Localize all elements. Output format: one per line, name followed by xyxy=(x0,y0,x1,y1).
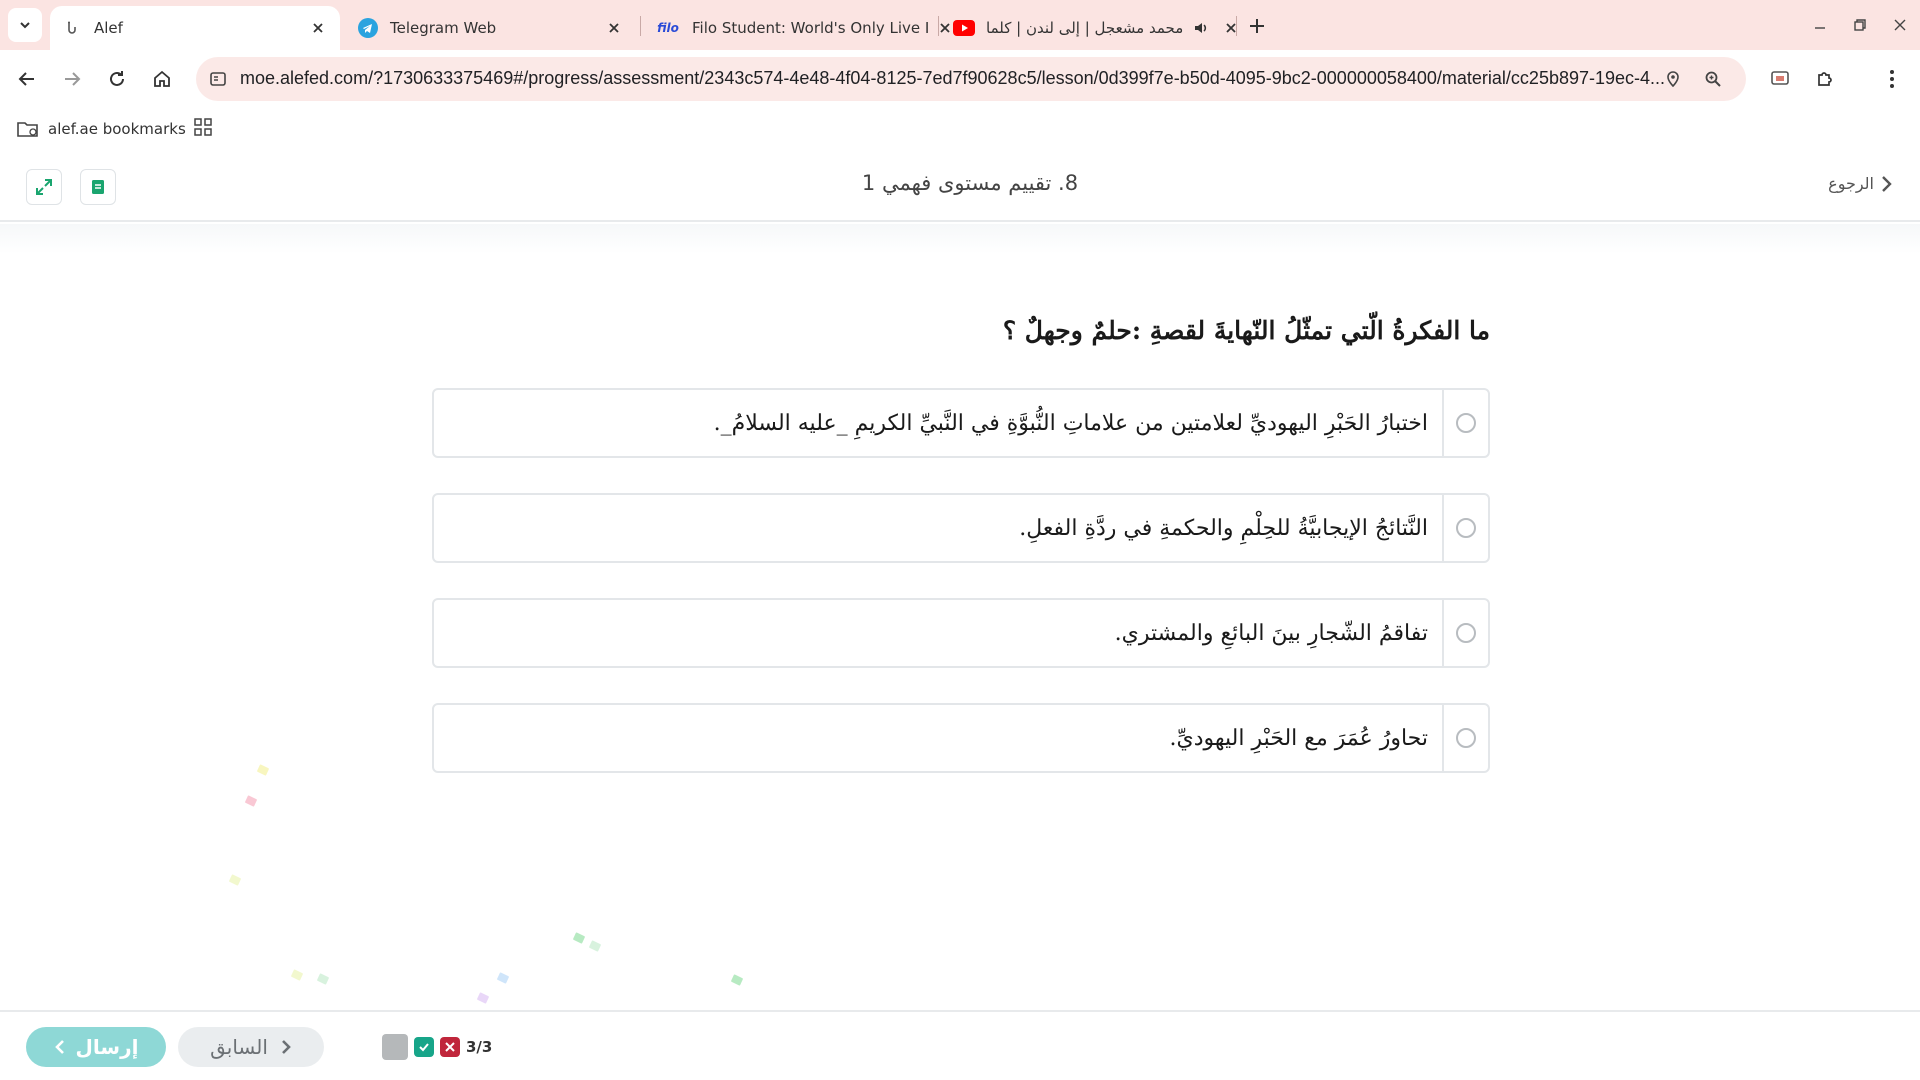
reload-icon xyxy=(107,69,127,89)
progress-count: 3/3 xyxy=(466,1038,493,1056)
extensions-button[interactable] xyxy=(1808,62,1842,96)
answer-option[interactable] xyxy=(432,493,1490,563)
tab-label: Telegram Web xyxy=(390,19,497,37)
folder-icon xyxy=(16,118,40,140)
x-icon xyxy=(445,1042,455,1052)
close-icon[interactable] xyxy=(604,18,624,38)
close-icon[interactable] xyxy=(308,18,328,38)
browser-tabstrip xyxy=(0,0,1920,50)
minimize-icon xyxy=(1813,18,1827,32)
tab-telegram[interactable] xyxy=(346,6,636,50)
answer-option[interactable] xyxy=(432,703,1490,773)
tab-filo[interactable] xyxy=(644,6,934,50)
speaker-icon[interactable] xyxy=(1191,18,1211,38)
forward-button[interactable] xyxy=(55,62,89,96)
radio-button[interactable] xyxy=(1456,518,1476,538)
confetti-piece xyxy=(291,969,303,980)
radio-cell[interactable] xyxy=(1442,495,1488,561)
option-text: تحاورُ عُمَرَ مع الحَبْرِ اليهوديِّ. xyxy=(1169,725,1428,751)
confetti-piece xyxy=(573,932,585,943)
puzzle-icon xyxy=(1815,69,1835,89)
close-icon[interactable] xyxy=(1221,18,1241,38)
radio-cell[interactable] xyxy=(1442,705,1488,771)
submit-button[interactable] xyxy=(26,1027,166,1067)
tab-alef[interactable] xyxy=(50,6,340,50)
apps-button[interactable] xyxy=(190,114,216,140)
tab-separator xyxy=(640,16,641,36)
fullscreen-button[interactable] xyxy=(26,169,62,205)
check-icon xyxy=(418,1041,430,1053)
question-text: ما الفكرةُ الّتي تمثّلُ النّهايةَ لقصةِ :حلمٌ وجهلٌ ؟ xyxy=(1002,316,1490,345)
home-button[interactable] xyxy=(145,62,179,96)
option-text: تفاقمُ الشّجارِ بينَ البائعِ والمشتري. xyxy=(1114,620,1428,646)
radio-cell[interactable] xyxy=(1442,600,1488,666)
glossary-button[interactable] xyxy=(80,169,116,205)
assessment-footer xyxy=(0,1010,1920,1080)
wrong-indicator xyxy=(440,1037,460,1057)
tab-label: Filo Student: World's Only Live I xyxy=(692,19,930,37)
tab-label: محمد مشعجل | إلى لندن | كلما xyxy=(986,19,1184,37)
previous-button[interactable] xyxy=(178,1027,324,1067)
question-area xyxy=(0,224,1920,1010)
menu-button[interactable] xyxy=(1875,62,1909,96)
restore-icon xyxy=(1853,18,1867,32)
tab-label: Alef xyxy=(94,19,123,37)
cast-button[interactable] xyxy=(1763,62,1797,96)
option-text: اختبارُ الحَبْرِ اليهوديِّ لعلامتين من علاماتِ النُّبوَّةِ في النَّبيِّ الكريمِ _عليه السلامُ_. xyxy=(713,410,1428,436)
bookmark-label: alef.ae bookmarks xyxy=(48,120,186,138)
chevron-right-icon xyxy=(280,1039,292,1055)
more-vert-icon xyxy=(1889,69,1895,89)
tab-search-button[interactable] xyxy=(8,8,42,42)
confetti-piece xyxy=(497,972,509,983)
bookmarks-bar xyxy=(0,108,1920,150)
location-icon[interactable] xyxy=(1661,67,1685,91)
chevron-left-icon xyxy=(54,1039,66,1055)
radio-button[interactable] xyxy=(1456,623,1476,643)
close-icon xyxy=(1893,18,1907,32)
page-title: 8. تقييم مستوى فهمي 1 xyxy=(861,171,1079,195)
confetti-piece xyxy=(245,795,257,806)
minimize-button[interactable] xyxy=(1805,10,1835,40)
confetti-piece xyxy=(477,992,489,1003)
chevron-right-icon xyxy=(1880,175,1892,193)
answer-option[interactable] xyxy=(432,388,1490,458)
radio-button[interactable] xyxy=(1456,413,1476,433)
confetti-piece xyxy=(257,764,269,775)
expand-icon xyxy=(35,178,53,196)
back-link[interactable] xyxy=(1828,174,1892,193)
plus-icon xyxy=(1249,18,1265,34)
back-button[interactable] xyxy=(10,62,44,96)
apps-grid-icon xyxy=(194,118,212,136)
radio-cell[interactable] xyxy=(1442,390,1488,456)
dictionary-icon xyxy=(89,178,107,196)
youtube-icon xyxy=(954,18,974,38)
correct-indicator xyxy=(414,1037,434,1057)
cast-icon xyxy=(1770,70,1790,88)
option-text: النَّتائجُ الإيجابيَّةُ للحِلْمِ والحكمةِ في ردَّةِ الفعلِ. xyxy=(1019,515,1428,541)
filo-icon xyxy=(656,18,680,38)
answer-option[interactable] xyxy=(432,598,1490,668)
address-bar[interactable] xyxy=(196,57,1746,101)
url-text: moe.alefed.com/?1730633375469#/progress/assessment/2343c574-4e48-4f04-8125-7ed7f90628c5/lesson/0d399f7e-b50d-4095-9bc2-000000058400/material/cc25b897-19ec-4... xyxy=(240,68,1666,88)
pending-indicator xyxy=(382,1034,408,1060)
browser-toolbar xyxy=(0,50,1920,108)
radio-button[interactable] xyxy=(1456,728,1476,748)
confetti-piece xyxy=(731,974,743,985)
zoom-icon[interactable] xyxy=(1701,67,1725,91)
tab-separator xyxy=(938,16,939,36)
arrow-left-icon xyxy=(17,69,37,89)
restore-button[interactable] xyxy=(1845,10,1875,40)
telegram-icon xyxy=(358,18,378,38)
back-label: الرجوع xyxy=(1828,174,1874,193)
previous-label: السابق xyxy=(210,1035,268,1059)
arrow-right-icon xyxy=(62,69,82,89)
filo-logo-text: filo xyxy=(657,21,679,35)
tab-separator xyxy=(1236,16,1237,36)
new-tab-button[interactable] xyxy=(1244,13,1270,39)
alef-icon xyxy=(62,18,82,38)
close-window-button[interactable] xyxy=(1885,10,1915,40)
confetti-piece xyxy=(317,973,329,984)
assessment-header xyxy=(0,150,1920,222)
bookmark-folder-alef[interactable] xyxy=(16,116,186,142)
attempt-progress xyxy=(382,1034,492,1060)
reload-button[interactable] xyxy=(100,62,134,96)
tab-youtube[interactable] xyxy=(942,6,1232,50)
submit-label: إرسال xyxy=(75,1035,139,1059)
site-info-icon[interactable] xyxy=(208,69,228,89)
chevron-down-icon xyxy=(18,18,32,32)
confetti-piece xyxy=(229,874,241,885)
home-icon xyxy=(152,69,172,89)
confetti-piece xyxy=(589,940,601,951)
